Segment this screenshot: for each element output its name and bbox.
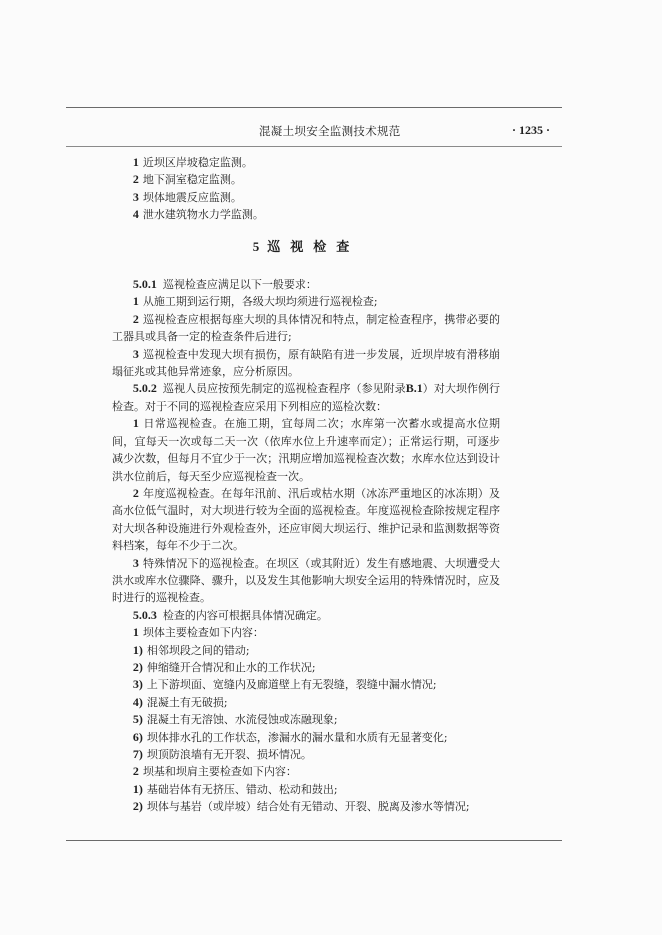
list-item: 3) 上下游坝面、宽缝内及廊道壁上有无裂缝，裂缝中漏水情况;	[132, 677, 437, 692]
list-item: 1 日常巡视检查。在施工期，宜每周二次；水库第一次蓄水或提高水位期间，宜每天一次或每二天一次（依库水位上升速率而定）；正常运行期，可逐步减少次数，但每月不宜少于一次；汛期应增加巡视检查次数；水库水位达到设计洪水位前后，每天至少应巡视检查一次。	[112, 416, 500, 483]
list-item: 2) 坝体与基岩（或岸坡）结合处有无错动、开裂、脱离及渗水等情况;	[132, 799, 470, 814]
list-item: 4) 混凝土有无破损;	[132, 694, 228, 709]
list-item: 2 年度巡视检查。在每年汛前、汛后或枯水期（冰冻严重地区的冰冻期）及高水位低气温时，对大坝进行较为全面的巡视检查。年度巡视检查除按规定程序对大坝各种设施进行外观检查外，还应审阅大坝运行、维护记录和监测数据等资料档案，每年不少于二次。	[112, 485, 500, 553]
bottom-rule	[66, 840, 562, 841]
list-item: 4 泄水建筑物水力学监测。	[132, 207, 264, 222]
list-item: 1) 相邻坝段之间的错动;	[132, 642, 250, 657]
list-item: 1 近坝区岸坡稳定监测。	[132, 155, 253, 169]
list-item: 2 坝基和坝肩主要检查如下内容：	[132, 764, 297, 779]
header-divider	[66, 146, 562, 147]
page-number: · 1235 ·	[511, 123, 550, 137]
list-item: 1 从施工期到运行期，各级大坝均须进行巡视检查;	[132, 294, 378, 309]
appendix-reference: B.1	[405, 381, 423, 396]
top-rule	[66, 107, 562, 108]
list-item: 7) 坝顶防浪墙有无开裂、损坏情况。	[132, 747, 312, 761]
section-heading	[112, 238, 500, 256]
list-item: 5) 混凝土有无溶蚀、水流侵蚀或冻融现象;	[132, 712, 338, 727]
list-item: 1 坝体主要检查如下内容：	[132, 625, 264, 640]
list-item: 3 巡视检查中发现大坝有损伤，原有缺陷有进一步发展，近坝岸坡有滑移崩塌征兆或其他异常迹象，应分析原因。	[112, 346, 500, 379]
clause-5-0-3: 5.0.3 检查的内容可根据具体情况确定。	[132, 607, 328, 622]
list-item: 1) 基础岩体有无挤压、错动、松动和鼓出;	[132, 781, 338, 796]
page-body	[112, 154, 500, 816]
monitoring-list	[112, 154, 500, 224]
list-item: 3 坝体地震反应监测。	[132, 189, 242, 204]
clause-5-0-1: 5.0.1 巡视检查应满足以下一般要求：	[132, 277, 317, 292]
running-title: 混凝土坝安全监测技术规范	[259, 124, 401, 138]
list-item: 6) 坝体排水孔的工作状态，渗漏水的漏水量和水质有无显著变化;	[132, 729, 448, 744]
section-title: 巡视检查	[267, 239, 360, 255]
list-item: 2 巡视检查应根据每座大坝的具体情况和特点，制定检查程序，携带必要的工器具或具备一定的检查条件后进行;	[112, 311, 500, 344]
list-item: 2 地下洞室稳定监测。	[132, 172, 242, 187]
section-number: 5	[252, 238, 260, 254]
clause-5-0-2: 5.0.2 巡视人员应按预先制定的巡视检查程序（参见附录B.1）对大坝作例行检查。对于不同的巡视检查应采用下列相应的巡检次数：	[112, 381, 501, 413]
page-header	[66, 123, 562, 141]
list-item: 3 特殊情况下的巡视检查。在坝区（或其附近）发生有感地震、大坝遭受大洪水或库水位骤降、骤升，以及发生其他影响大坝安全运用的特殊情况时，应及时进行的巡视检查。	[112, 555, 500, 605]
list-item: 2) 伸缩缝开合情况和止水的工作状况;	[132, 659, 316, 674]
